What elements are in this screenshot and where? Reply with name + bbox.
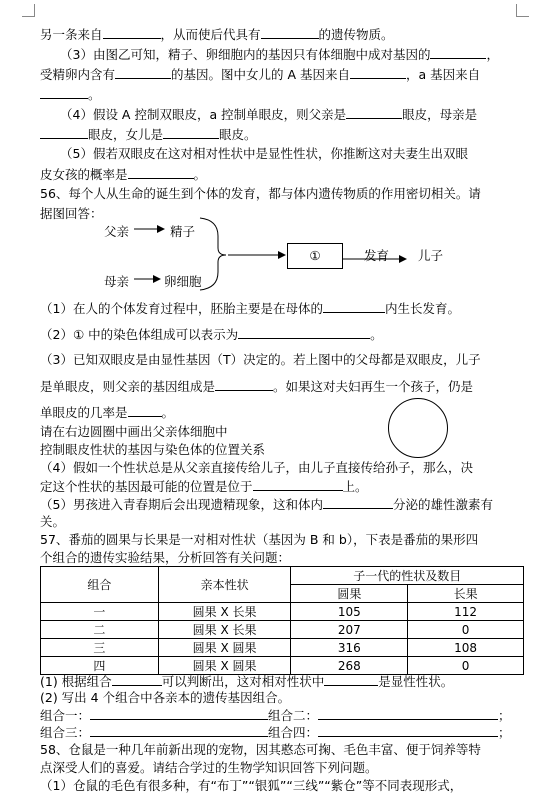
text: 的基因。图中女儿的 A 基因来自: [171, 67, 351, 82]
answer-blank[interactable]: [215, 378, 273, 391]
drawing-circle[interactable]: [388, 398, 448, 458]
label-egg: 卵细胞: [164, 274, 202, 289]
question-58-title: 58、仓鼠是一种几年前新出现的宠物，因其憨态可掬、毛色丰富、便于饲养等特: [40, 742, 481, 757]
text: 上。: [342, 479, 368, 494]
text: ；: [498, 725, 511, 740]
text: 。: [88, 87, 101, 102]
answer-blank[interactable]: [90, 707, 268, 720]
cell-parent: 圆果 X 圆果: [158, 639, 291, 657]
text: 。: [370, 327, 383, 342]
text: 眼皮，母亲是: [402, 107, 478, 122]
text-line: 个组合的遗传实验结果，分析回答有关问题：: [40, 550, 291, 565]
cell-parent: 圆果 X 圆果: [158, 657, 291, 675]
text: 是单眼皮，则父亲的基因组成是: [40, 379, 216, 394]
text-line: [40, 326, 383, 343]
text: 组合三：: [40, 725, 91, 740]
cell-long: 108: [408, 639, 524, 657]
cell-group: 四: [41, 657, 159, 675]
text: ，从而使后代具有: [160, 27, 261, 42]
text-line: [40, 496, 493, 513]
question-57-title: 57、番茄的圆果与长果是一对相对性状（基因为 B 和 b），下表是番茄的果形四: [40, 532, 479, 547]
cell-long: 0: [408, 657, 524, 675]
text-line: [40, 300, 460, 317]
text-line: （4）假如一个性状总是从父亲直接传给儿子，由儿子直接传给孙子，那么，决: [40, 460, 473, 475]
text-line: [40, 707, 511, 724]
text: 组合四：: [268, 725, 319, 740]
diagram-lines: [0, 0, 560, 320]
text: 。如果这对夫妇再生一个孩子，仍是: [273, 379, 474, 394]
zygote-label: ①: [309, 248, 321, 263]
text: 皮女孩的概率是: [40, 167, 128, 182]
cell-long: 0: [408, 621, 524, 639]
table-row: [41, 639, 524, 657]
text: 分泌的雄性激素有: [392, 497, 493, 512]
answer-blank[interactable]: [318, 707, 498, 720]
table-row: [41, 621, 524, 639]
text: (1) 根据组合: [40, 674, 112, 689]
text: 受精卵内含有: [40, 67, 116, 82]
cell-round: 105: [291, 603, 408, 621]
text-line: [40, 478, 368, 495]
text: 眼皮，女儿是: [88, 127, 164, 142]
text: （1）在人的个体发育过程中，胚胎主要是在母体的: [40, 301, 323, 316]
text-line: [40, 673, 453, 690]
text: 。: [161, 405, 175, 420]
text: 另一条来自: [40, 27, 103, 42]
text: （3）由图乙可知，精子、卵细胞内的基因只有体细胞中成对基因的: [60, 47, 431, 62]
text: 是显性性状。: [378, 674, 454, 689]
header-parent: 亲本性状: [158, 567, 291, 603]
label-sperm: 精子: [170, 224, 196, 239]
cell-group: 一: [41, 603, 159, 621]
text: 定这个性状的基因最可能的位置是位于: [40, 479, 253, 494]
text: ；: [498, 708, 511, 723]
label-son: 儿子: [418, 248, 444, 263]
label-father: 父亲: [104, 224, 130, 239]
text: 的遗传物质。: [318, 27, 394, 42]
text: ，: [486, 47, 499, 62]
cell-round: 316: [291, 639, 408, 657]
cell-group: 二: [41, 621, 159, 639]
text-line: 请在右边圆圈中画出父亲体细胞中: [40, 424, 228, 439]
text: 眼皮。: [219, 127, 257, 142]
text: 内生长发育。: [384, 301, 460, 316]
text-line: （3）已知双眼皮是由显性基因（T）决定的。若上图中的父母都是双眼皮，儿子: [40, 352, 481, 367]
text: 单眼皮的几率是: [40, 405, 128, 420]
text-line: （1）仓鼠的毛色有很多种，有“布丁”“银狐”“三线”“紫仓”等不同表现形式，: [40, 778, 463, 793]
answer-blank[interactable]: [253, 478, 343, 491]
text: （2）① 中的染色体组成可以表示为: [40, 327, 239, 342]
header-group: 组合: [41, 567, 159, 603]
answer-blank[interactable]: [112, 673, 162, 686]
text-line: [40, 724, 511, 741]
answer-blank[interactable]: [318, 724, 498, 737]
text: （5）男孩进入青春期后会出现遗精现象，这和体内: [40, 497, 323, 512]
answer-blank[interactable]: [90, 724, 268, 737]
text: 组合二：: [268, 708, 319, 723]
text: 。: [193, 167, 207, 182]
text: 组合一：: [40, 708, 91, 723]
header-offspring: 子一代的性状及数目: [291, 567, 524, 585]
answer-blank[interactable]: [238, 326, 370, 339]
text: 可以判断出，这对相对性状中: [161, 674, 325, 689]
cell-parent: 圆果 X 长果: [158, 621, 291, 639]
results-table: [40, 566, 524, 675]
text-line: （5）假若双眼皮在这对相对性状中是显性性状，你推断这对夫妻生出双眼: [60, 146, 468, 161]
answer-blank[interactable]: [323, 300, 385, 313]
answer-blank[interactable]: [128, 404, 162, 417]
text-line: [40, 404, 174, 421]
text-line: (2) 写出 4 个组合中各亲本的遗传基因组合。: [40, 690, 291, 705]
cell-round: 268: [291, 657, 408, 675]
table-row: [41, 603, 524, 621]
header-long: 长果: [408, 585, 524, 603]
cell-round: 207: [291, 621, 408, 639]
merge-brace: [200, 218, 226, 290]
table-row: [41, 657, 524, 675]
cell-parent: 圆果 X 长果: [158, 603, 291, 621]
answer-blank[interactable]: [324, 673, 378, 686]
text-line: 控制眼皮性状的基因与染色体的位置关系: [40, 442, 266, 457]
header-round: 圆果: [291, 585, 408, 603]
text-line: [40, 378, 473, 395]
question-56-title: 56、每个人从生命的诞生到个体的发育，都与体内遗传物质的作用密切相关。请: [40, 186, 481, 201]
label-mother: 母亲: [104, 274, 130, 289]
answer-blank[interactable]: [323, 496, 393, 509]
text-line: 关。: [40, 514, 66, 529]
cell-long: 112: [408, 603, 524, 621]
cell-group: 三: [41, 639, 159, 657]
label-develop: 发育: [364, 248, 390, 263]
text: ，a 基因来自: [406, 67, 481, 82]
text-line: 点深受人们的喜爱。请结合学过的生物学知识回答下列问题。: [40, 760, 378, 775]
text-line: 据图回答：: [40, 206, 103, 221]
text: （4）假设 A 控制双眼皮，a 控制单眼皮，则父亲是: [60, 107, 347, 122]
